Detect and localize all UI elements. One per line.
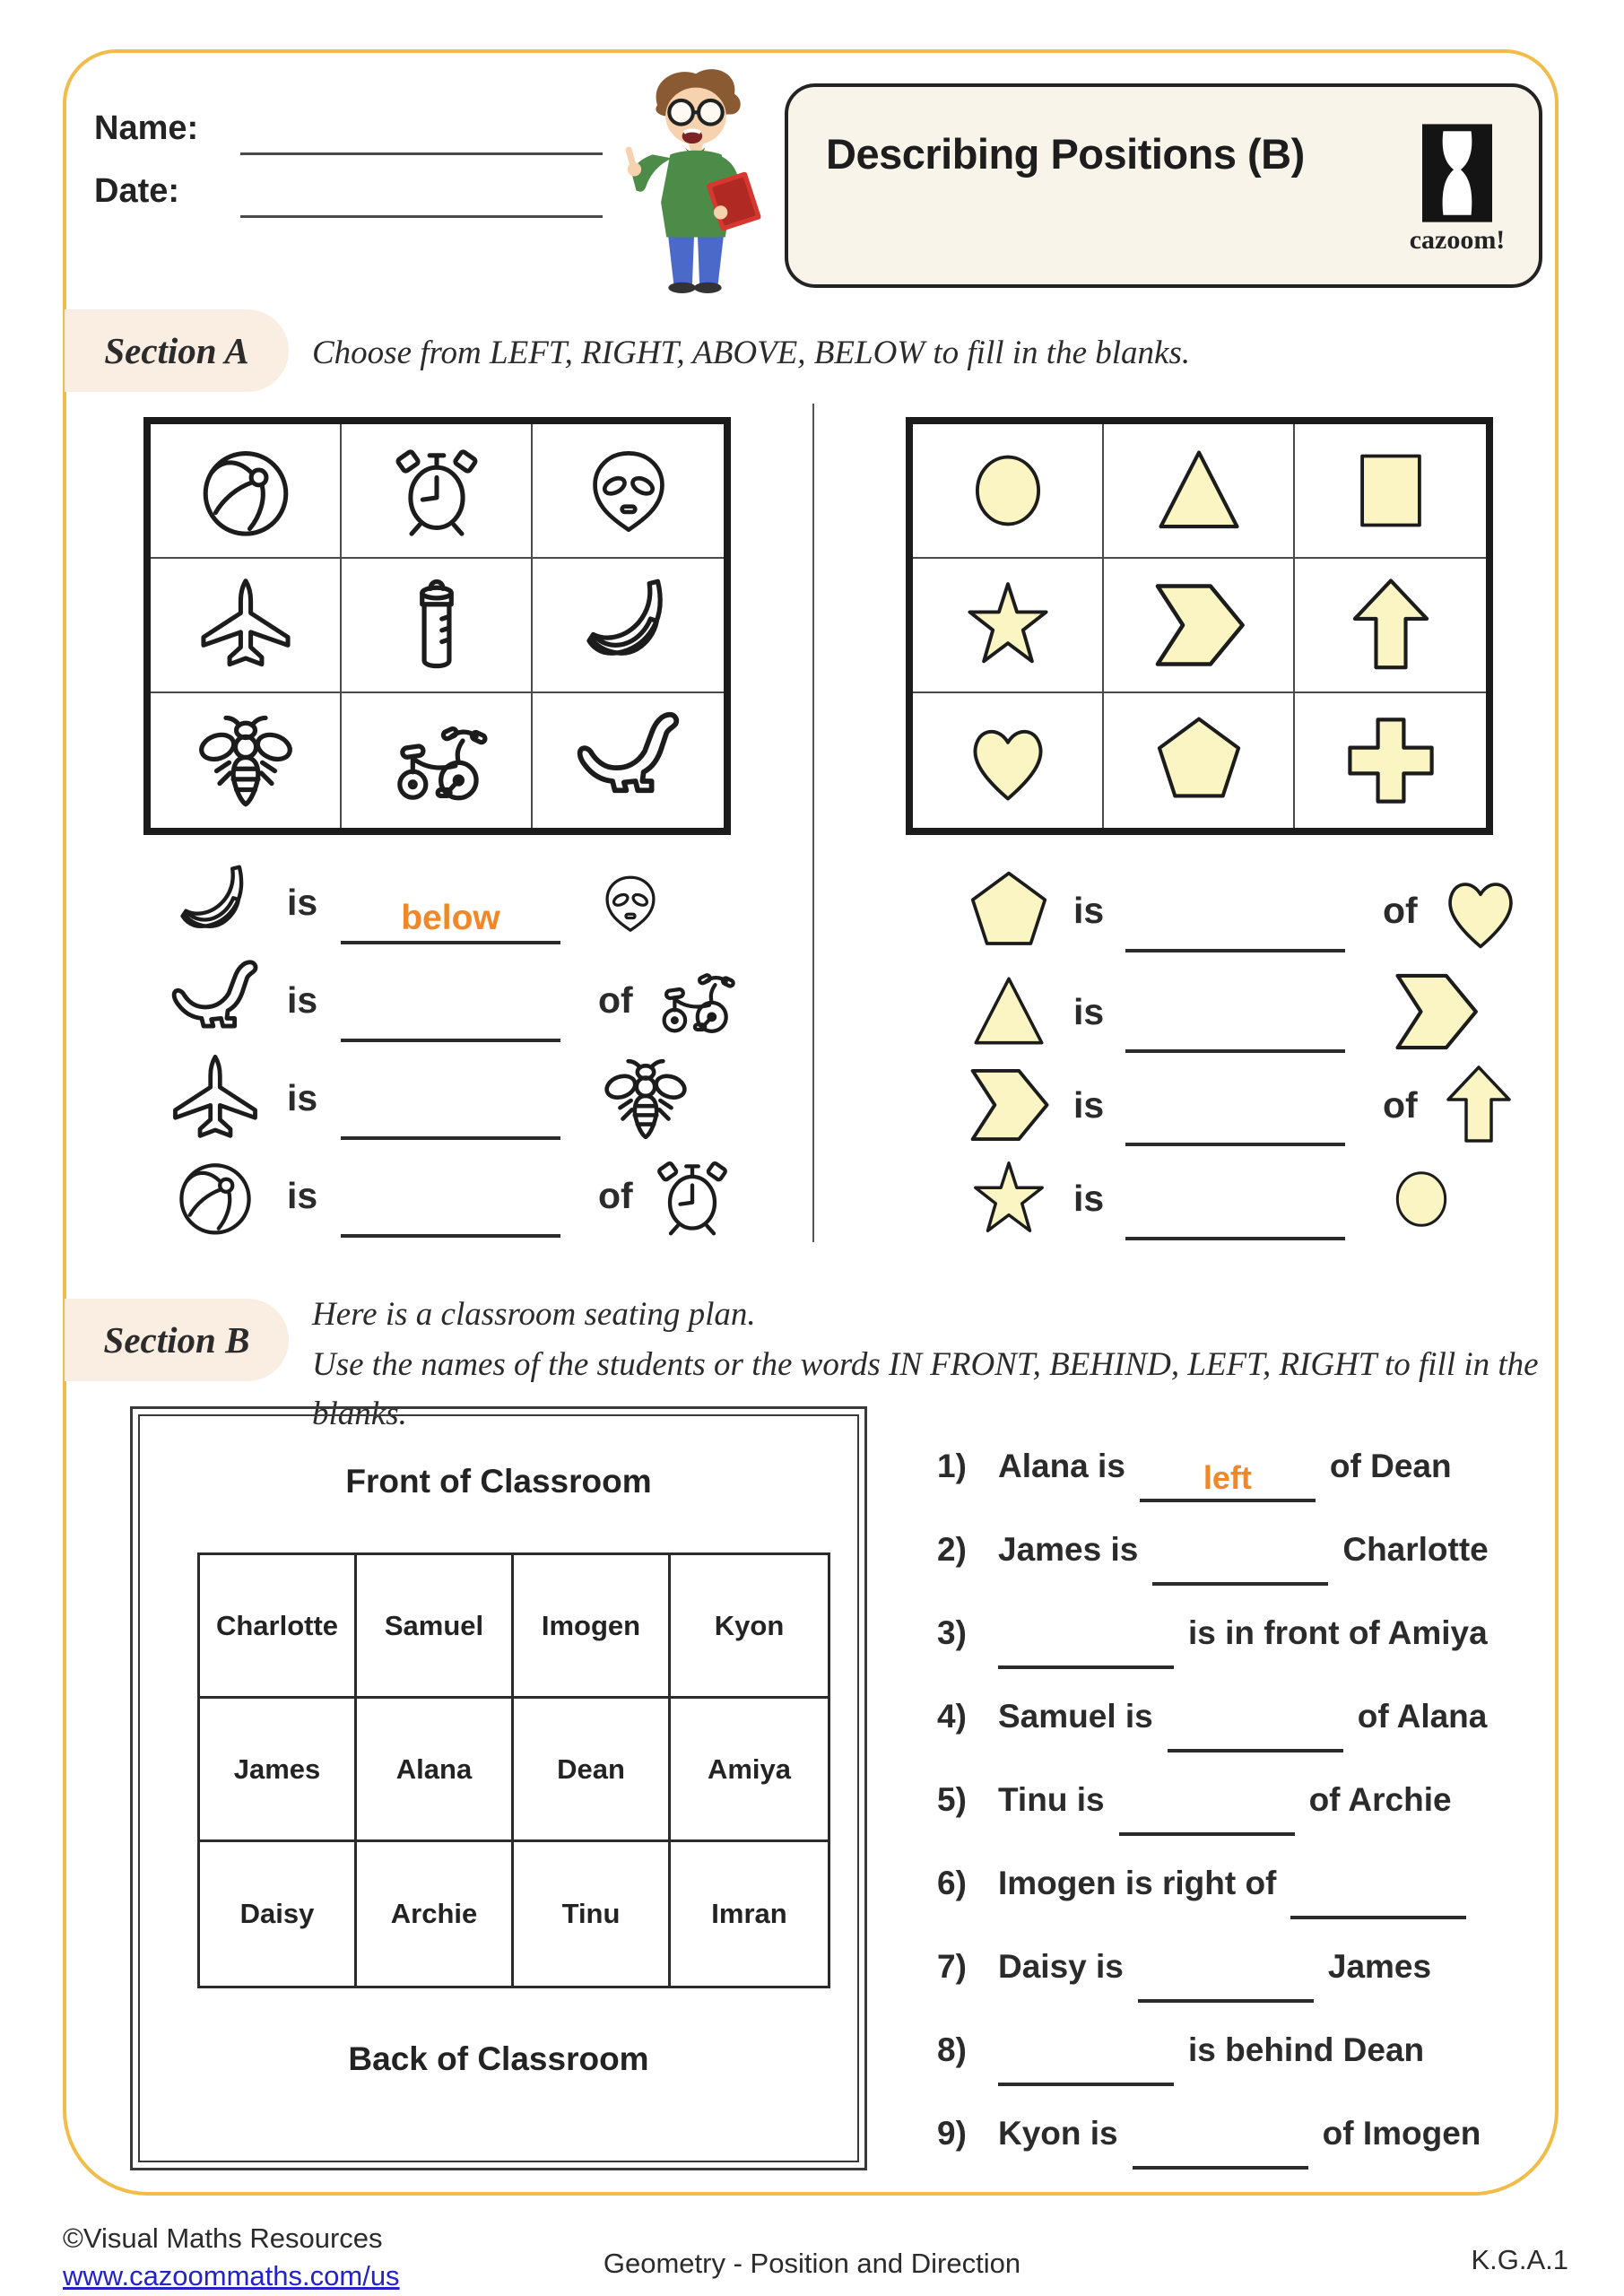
question-number: 4): [937, 1697, 967, 1735]
question-word: is: [1073, 890, 1105, 931]
question-row: [937, 1925, 1565, 2008]
answer-blank[interactable]: [1119, 1791, 1295, 1836]
object-grid-cell: [342, 693, 533, 828]
question-text: is in front of Amiya: [1188, 1613, 1488, 1651]
alarm-clock-icon: [649, 1153, 735, 1239]
seat-cell: Samuel: [357, 1555, 514, 1699]
question-word: is: [1073, 1178, 1105, 1219]
question-word: is: [287, 1175, 318, 1216]
answer-blank[interactable]: [998, 2041, 1174, 2086]
question-row: [937, 1841, 1565, 1925]
answer-blank[interactable]: [1125, 1187, 1345, 1240]
answer-blank[interactable]: [1125, 1092, 1345, 1146]
question-number: 6): [937, 1864, 967, 1901]
object-grid-cell: [533, 559, 724, 693]
seat-cell: Amiya: [671, 1699, 828, 1842]
question-row: [937, 1508, 1565, 1591]
airplane-icon: [195, 575, 296, 675]
square-icon: [1342, 441, 1440, 540]
object-questions: [143, 854, 789, 1245]
object-grid-cell: [342, 424, 533, 559]
question-row: [937, 1758, 1565, 1841]
answer-blank[interactable]: [1168, 1708, 1343, 1752]
section-a-column-divider: [812, 404, 814, 1242]
alien-icon: [598, 871, 663, 935]
star-icon: [958, 575, 1058, 675]
question-word: of: [1383, 890, 1418, 931]
question-row: [943, 863, 1571, 959]
question-row: [937, 1591, 1565, 1674]
section-a-instruction: Choose from LEFT, RIGHT, ABOVE, BELOW to fill in the blanks.: [312, 335, 1191, 371]
object-grid-cell: [533, 693, 724, 828]
bananas-icon: [577, 573, 681, 677]
bee-icon: [194, 709, 298, 813]
question-word: of: [1383, 1083, 1418, 1126]
question-number: 9): [937, 2114, 967, 2152]
question-row: [143, 1147, 789, 1245]
front-of-classroom-label: Front of Classroom: [345, 1463, 652, 1500]
answer-blank[interactable]: [1133, 2125, 1308, 2170]
question-word: is: [1073, 1083, 1105, 1126]
question-number: 1): [937, 1447, 967, 1484]
circle-icon: [959, 441, 1057, 540]
question-text: of Archie: [1308, 1780, 1452, 1818]
question-text: Tinu is: [998, 1780, 1105, 1818]
pentagon-icon: [961, 864, 1056, 959]
heart-icon: [1434, 865, 1527, 958]
heart-icon: [958, 710, 1058, 811]
object-grid-cell: [151, 424, 342, 559]
object-grid-cell: [533, 424, 724, 559]
arrow-up-icon: [1434, 1060, 1524, 1150]
question-number: 3): [937, 1613, 967, 1651]
answer-text: below: [401, 898, 500, 937]
question-text: of Alana: [1357, 1697, 1488, 1735]
seat-cell: Tinu: [514, 1842, 671, 1986]
answer-blank[interactable]: [1138, 1958, 1314, 2003]
answer-blank[interactable]: [998, 1624, 1174, 1669]
ball-icon: [195, 440, 296, 541]
answer-blank[interactable]: [341, 988, 560, 1042]
shape-grid-cell: [1295, 693, 1486, 828]
bananas-icon: [162, 860, 268, 946]
question-word: of: [598, 979, 633, 1021]
seat-cell: Kyon: [671, 1555, 828, 1699]
question-row: [943, 1055, 1571, 1151]
seat-cell: Imogen: [514, 1555, 671, 1699]
question-row: [943, 1151, 1571, 1247]
shape-questions: [943, 863, 1571, 1247]
section-b-questions: [937, 1424, 1565, 2175]
shape-grid: [906, 417, 1493, 835]
question-word: is: [287, 882, 318, 923]
section-b-instruction-line2: Use the names of the students or the words IN FRONT, BEHIND, LEFT, RIGHT to fill in the blanks.: [312, 1345, 1539, 1432]
question-text: James: [1327, 1947, 1432, 1985]
object-grid: [143, 417, 731, 835]
circle-icon: [1383, 1161, 1460, 1238]
answer-blank[interactable]: [1290, 1874, 1466, 1919]
copyright-text: ©Visual Maths Resources: [63, 2222, 383, 2254]
dinosaur-icon: [156, 952, 274, 1049]
seat-cell: Imran: [711, 1898, 787, 1929]
triangle-icon: [1146, 438, 1252, 544]
cross-icon: [1337, 707, 1445, 814]
seat-cell: Archie: [357, 1842, 514, 1986]
arrow-up-icon: [1338, 572, 1444, 678]
question-text: of Imogen: [1322, 2114, 1481, 2152]
question-text: Charlotte: [1342, 1530, 1489, 1568]
chevron-icon: [955, 1055, 1063, 1155]
name-line[interactable]: [240, 152, 603, 155]
answer-blank[interactable]: [1125, 999, 1345, 1053]
shape-grid-cell: [913, 693, 1104, 828]
answer-text: left: [1203, 1458, 1252, 1496]
answer-blank[interactable]: [1140, 1457, 1316, 1502]
chevron-icon: [1383, 959, 1489, 1065]
answer-blank[interactable]: [1125, 899, 1345, 952]
tricycle-icon: [649, 959, 739, 1043]
shape-grid-cell: [1104, 693, 1295, 828]
cazoom-logo-icon: [1422, 123, 1492, 223]
date-label: Date:: [94, 172, 180, 210]
alarm-clock-icon: [386, 440, 487, 541]
name-label: Name:: [94, 109, 199, 147]
question-word: is: [287, 979, 318, 1021]
question-row: [143, 952, 789, 1049]
question-word: is: [1073, 990, 1105, 1032]
date-line[interactable]: [240, 215, 603, 218]
teacher-illustration: [603, 63, 789, 294]
question-word: is: [287, 1077, 318, 1118]
shape-grid-cell: [913, 424, 1104, 559]
footer-topic: Geometry - Position and Direction: [603, 2248, 1021, 2279]
shape-grid-cell: [913, 559, 1104, 693]
baby-bottle-icon: [385, 573, 489, 677]
seating-plan-box: [130, 1406, 867, 2170]
alien-icon: [582, 444, 675, 537]
seat-cell: Daisy: [200, 1842, 357, 1986]
answer-blank[interactable]: [341, 891, 560, 944]
shape-grid-cell: [1295, 559, 1486, 693]
shape-grid-cell: [1104, 559, 1295, 693]
ball-icon: [173, 1154, 257, 1239]
question-text: Alana is: [998, 1447, 1125, 1484]
seat-cell: Alana: [357, 1699, 514, 1842]
question-text: James is: [998, 1530, 1139, 1568]
triangle-icon: [963, 966, 1055, 1057]
question-row: [937, 2092, 1565, 2175]
object-grid-cell: [151, 693, 342, 828]
shape-grid-cell: [1295, 424, 1486, 559]
section-b-label: [65, 1299, 289, 1381]
section-a-label-text: Section A: [104, 330, 249, 371]
dinosaur-icon: [571, 703, 686, 818]
section-b-label-text: Section B: [103, 1319, 250, 1361]
question-row: [937, 1674, 1565, 1758]
question-text: of Dean: [1329, 1447, 1452, 1484]
object-grid-cell: [342, 559, 533, 693]
bee-icon: [598, 1053, 693, 1144]
question-text: is behind Dean: [1188, 2031, 1425, 2068]
answer-blank[interactable]: [341, 1184, 560, 1238]
question-word: of: [598, 1175, 633, 1216]
seat-cell: James: [200, 1699, 357, 1842]
question-number: 8): [937, 2031, 967, 2068]
seat-cell: Charlotte: [200, 1555, 357, 1699]
answer-blank[interactable]: [341, 1086, 560, 1140]
section-a-label: [65, 309, 289, 392]
seating-plan-inner-border: [138, 1414, 859, 2162]
question-text: Kyon is: [998, 2114, 1118, 2152]
airplane-icon: [168, 1051, 263, 1146]
cazoom-logo-text: cazoom!: [1409, 225, 1506, 255]
question-text: Imogen is right of: [998, 1864, 1277, 1901]
question-row: [143, 854, 789, 952]
answer-blank[interactable]: [1152, 1541, 1328, 1586]
section-b-instruction-line1: Here is a classroom seating plan.: [312, 1296, 756, 1333]
question-number: 2): [937, 1530, 967, 1568]
shape-grid-cell: [1104, 424, 1295, 559]
star-icon: [965, 1155, 1053, 1243]
website-link[interactable]: www.cazoommaths.com/us: [63, 2260, 400, 2292]
question-row: [937, 2008, 1565, 2092]
question-number: 5): [937, 1780, 967, 1818]
question-row: [143, 1049, 789, 1147]
question-number: 7): [937, 1947, 967, 1985]
title-box: [785, 83, 1542, 288]
tricycle-icon: [385, 709, 489, 813]
question-text: Daisy is: [998, 1947, 1124, 1985]
back-of-classroom-label: Back of Classroom: [348, 2040, 649, 2077]
object-grid-cell: [151, 559, 342, 693]
cazoom-logo: [1399, 123, 1515, 256]
worksheet-title: Describing Positions (B): [826, 130, 1305, 178]
chevron-icon: [1142, 568, 1256, 683]
seat-cell: Dean: [514, 1699, 671, 1842]
question-row: [937, 1424, 1565, 1508]
pentagon-icon: [1147, 709, 1251, 813]
question-row: [943, 959, 1571, 1055]
seating-table: [197, 1552, 830, 1988]
standard-code: K.G.A.1: [1471, 2244, 1568, 2275]
question-text: Samuel is: [998, 1697, 1153, 1735]
